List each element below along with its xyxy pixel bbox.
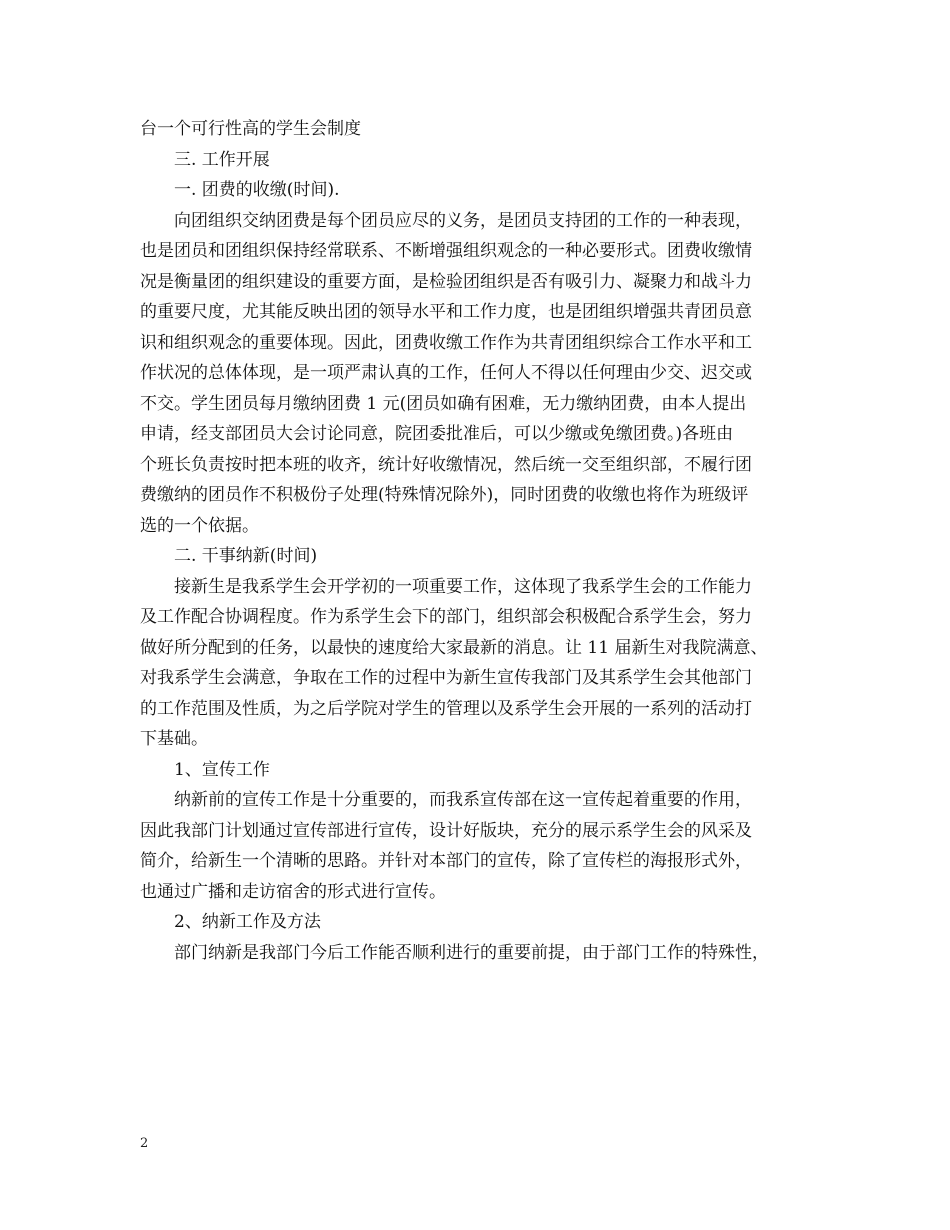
- text-line: 二. 干事纳新(时间): [174, 546, 318, 566]
- text-line: 及工作配合协调程度。作为系学生会下的部门，组织部会积极配合系学生会，努力: [140, 607, 752, 627]
- text-line: 个班长负责按时把本班的收齐，统计好收缴情况，然后统一交至组织部，不履行团: [140, 454, 752, 475]
- text-line: 因此我部门计划通过宣传部进行宣传，设计好版块，充分的展示系学生会的风采及: [140, 820, 752, 841]
- text-line: 识和组织观念的重要体现。因此，团费收缴工作作为共青团组织综合工作水平和工: [140, 332, 752, 353]
- text-line: 下基础。: [140, 729, 208, 749]
- text-line: 作状况的总体体现，是一项严肃认真的工作，任何人不得以任何理由少交、迟交或: [140, 363, 752, 383]
- text-line: 2、纳新工作及方法: [174, 912, 321, 932]
- text-line: 的重要尺度，尤其能反映出团的领导水平和工作力度，也是团组织增强共青团员意: [140, 302, 752, 322]
- text-line: 一. 团费的收缴(时间).: [174, 180, 340, 200]
- text-line: 的工作范围及性质，为之后学院对学生的管理以及系学生会开展的一系列的活动打: [140, 698, 752, 719]
- text-line: 接新生是我系学生会开学初的一项重要工作，这体现了我系学生会的工作能力: [174, 576, 752, 597]
- text-line: 费缴纳的团员作不积极份子处理(特殊情况除外)，同时团费的收缴也将作为班级评: [140, 485, 749, 505]
- text-line: 简介，给新生一个清晰的思路。并针对本部门的宣传，除了宣传栏的海报形式外，: [140, 851, 752, 871]
- text-line: 做好所分配到的任务，以最快的速度给大家最新的消息。让 11 届新生对我院满意、: [140, 637, 768, 658]
- text-line: 三. 工作开展: [174, 149, 270, 170]
- text-line: 况是衡量团的组织建设的重要方面，是检验团组织是否有吸引力、凝聚力和战斗力: [140, 271, 752, 292]
- text-line: 向团组织交纳团费是每个团员应尽的义务，是团员支持团的工作的一种表现，: [174, 210, 752, 231]
- text-line: 也通过广播和走访宿舍的形式进行宣传。: [140, 881, 446, 902]
- page-number: 2: [140, 1136, 149, 1151]
- text-line: 台一个可行性高的学生会制度: [140, 119, 361, 139]
- text-line: 部门纳新是我部门今后工作能否顺利进行的重要前提，由于部门工作的特殊性，: [174, 942, 769, 963]
- text-line: 不交。学生团员每月缴纳团费 1 元(团员如确有困难，无力缴纳团费，由本人提出: [140, 393, 747, 414]
- text-line: 1、宣传工作: [174, 759, 270, 780]
- text-line: 对我系学生会满意，争取在工作的过程中为新生宣传我部门及其系学生会其他部门: [140, 668, 752, 688]
- text-line: 选的一个依据。: [140, 515, 259, 536]
- text-line: 申请，经支部团员大会讨论同意，院团委批准后，可以少缴或免缴团费。)各班由: [140, 424, 734, 444]
- text-line: 纳新前的宣传工作是十分重要的，而我系宣传部在这一宣传起着重要的作用，: [174, 790, 752, 810]
- document-body: [140, 114, 830, 968]
- text-line: 也是团员和团组织保持经常联系、不断增强组织观念的一种必要形式。团费收缴情: [140, 241, 752, 261]
